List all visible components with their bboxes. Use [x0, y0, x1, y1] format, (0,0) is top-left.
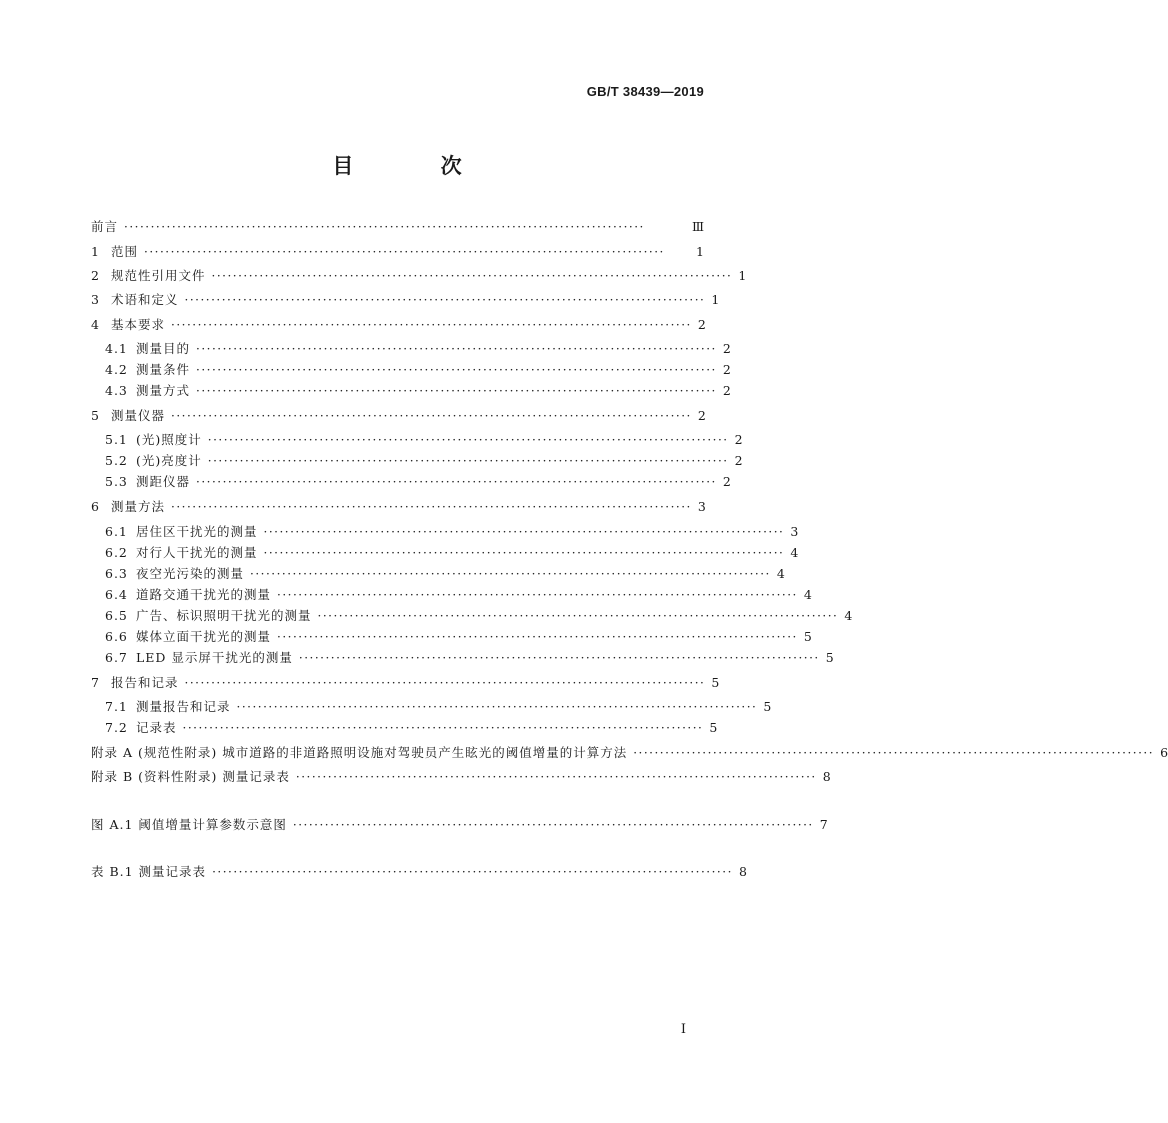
toc-entry-6-1[interactable]	[105, 520, 799, 540]
toc-entry-page: 8	[738, 864, 747, 879]
page-number: I	[680, 1022, 686, 1037]
toc-entry-number: 1	[91, 244, 100, 259]
toc-entry-page: Ⅲ	[691, 219, 704, 234]
toc-leader-dots: ··································································································	[171, 409, 692, 423]
toc-entry-4-1[interactable]	[105, 337, 731, 357]
toc-leader-dots: ··································································································	[292, 818, 814, 832]
toc-leader-dots: ··································································································	[196, 384, 717, 398]
toc-entry-6-3[interactable]	[105, 562, 785, 582]
toc-entry-number: 2	[91, 268, 100, 283]
toc-entry-number: 7.2	[105, 720, 128, 735]
toc-entry-number: 6.7	[105, 650, 128, 665]
toc-entry-6-5[interactable]	[105, 604, 853, 624]
toc-entry-number: 4.3	[105, 383, 128, 398]
toc-entry-4-3[interactable]	[105, 379, 731, 399]
toc-leader-dots: ··································································································	[211, 269, 733, 283]
toc-entry-text: 范围	[111, 244, 139, 259]
toc-leader-dots: ··································································································	[196, 363, 717, 377]
toc-entry-text: 图 A.1 阈值增量计算参数示意图	[91, 817, 287, 832]
toc-entry-text: 测量仪器	[111, 408, 166, 423]
toc-entry-appendix-b[interactable]	[91, 765, 831, 785]
toc-entry-page: 5	[825, 650, 834, 665]
toc-leader-dots: ··································································································	[171, 318, 692, 332]
toc-entry-number: 7	[91, 675, 100, 690]
toc-entry-number: 6.6	[105, 629, 128, 644]
toc-entry-text: 测量方式	[136, 383, 191, 398]
toc-entry-page: 3	[697, 499, 706, 514]
toc-entry-text: (光)亮度计	[136, 453, 202, 468]
toc-entry-text: 道路交通干扰光的测量	[136, 587, 272, 602]
toc-leader-dots: ··································································································	[171, 500, 692, 514]
toc-entry-text: 表 B.1 测量记录表	[91, 864, 207, 879]
toc-leader-dots: ··································································································	[277, 588, 798, 602]
toc-entry-page: 7	[819, 817, 828, 832]
toc-entry-text: 测量报告和记录	[136, 699, 231, 714]
toc-entry-page: 2	[722, 383, 731, 398]
toc-entry-text: 附录 A (规范性附录) 城市道路的非道路照明设施对驾驶员产生眩光的阈值增量的计算方法	[91, 745, 628, 760]
toc-entry-3[interactable]	[91, 288, 720, 308]
toc-leader-dots: ··································································································	[250, 567, 771, 581]
toc-entry-4[interactable]	[91, 313, 704, 333]
toc-leader-dots: ··································································································	[207, 433, 729, 447]
toc-leader-dots: ··································································································	[124, 220, 645, 234]
toc-leader-dots: ··································································································	[317, 609, 839, 623]
toc-entry-text: 基本要求	[111, 317, 166, 332]
toc-entry-page: 5	[763, 699, 772, 714]
toc-entry-text: 前言	[91, 219, 119, 234]
toc-entry-text: 测量条件	[136, 362, 191, 377]
toc-entry-page: 2	[734, 432, 743, 447]
toc-entry-text: 报告和记录	[111, 675, 179, 690]
toc-entry-text: 广告、标识照明干扰光的测量	[136, 608, 312, 623]
toc-entry-number: 6.3	[105, 566, 128, 581]
toc-entry-6-2[interactable]	[105, 541, 799, 561]
toc-entry-page: 2	[722, 474, 731, 489]
toc-entry-number: 6.1	[105, 524, 128, 539]
toc-entry-page: 5	[711, 675, 720, 690]
toc-entry-text: 媒体立面干扰光的测量	[136, 629, 272, 644]
toc-leader-dots: ··································································································	[182, 721, 704, 735]
toc-entry-text: (光)照度计	[136, 432, 202, 447]
toc-entry-page: 8	[822, 769, 831, 784]
toc-entry-appendix-a[interactable]	[91, 741, 1168, 761]
toc-entry-page: 6	[1160, 745, 1168, 760]
toc-entry-page: 2	[722, 341, 731, 356]
toc-entry-5[interactable]	[91, 404, 704, 424]
toc-entry-text: LED 显示屏干扰光的测量	[136, 650, 293, 665]
toc-leader-dots: ··································································································	[212, 865, 733, 879]
toc-entry-text: 居住区干扰光的测量	[136, 524, 258, 539]
toc-entry-page: 5	[709, 720, 718, 735]
toc-entry-figure-a1[interactable]	[91, 813, 828, 833]
toc-entry-page: 1	[696, 244, 704, 259]
toc-entry-7[interactable]	[91, 671, 720, 691]
toc-entry-1[interactable]	[91, 240, 704, 260]
toc-leader-dots: ··································································································	[184, 676, 706, 690]
toc-entry-page: 2	[734, 453, 743, 468]
toc-entry-number: 5.1	[105, 432, 128, 447]
toc-entry-number: 4.2	[105, 362, 128, 377]
toc-leader-dots: ··································································································	[144, 245, 665, 259]
toc-entry-page: 5	[803, 629, 812, 644]
toc-entry-page: 2	[697, 317, 706, 332]
toc-leader-dots: ··································································································	[196, 475, 717, 489]
toc-entry-text: 测量方法	[111, 499, 166, 514]
toc-entry-page: 4	[776, 566, 785, 581]
toc-entry-7-1[interactable]	[105, 695, 772, 715]
toc-entry-page: 4	[790, 545, 799, 560]
toc-leader-dots: ··································································································	[196, 342, 717, 356]
toc-entry-page: 2	[722, 362, 731, 377]
toc-entry-7-2[interactable]	[105, 716, 718, 736]
toc-entry-page: 1	[738, 268, 747, 283]
toc-entry-text: 测量目的	[136, 341, 191, 356]
toc-entry-table-b1[interactable]	[91, 860, 747, 880]
toc-entry-foreword[interactable]	[91, 215, 704, 235]
toc-entry-6-4[interactable]	[105, 583, 812, 603]
toc-entry-text: 记录表	[136, 720, 177, 735]
toc-entry-text: 测距仪器	[136, 474, 191, 489]
toc-entry-number: 4.1	[105, 341, 128, 356]
toc-entry-page: 2	[697, 408, 706, 423]
toc-entry-5-1[interactable]	[105, 428, 743, 448]
toc-entry-text: 术语和定义	[111, 292, 179, 307]
toc-entry-number: 6.4	[105, 587, 128, 602]
toc-leader-dots: ··································································································	[295, 770, 817, 784]
toc-leader-dots: ··································································································	[236, 700, 758, 714]
toc-entry-page: 3	[790, 524, 799, 539]
standard-code: GB/T 38439—2019	[586, 84, 704, 99]
toc-entry-5-3[interactable]	[105, 470, 731, 490]
toc-leader-dots: ··································································································	[633, 746, 1155, 760]
toc-entry-number: 6	[91, 499, 100, 514]
toc-leader-dots: ··································································································	[263, 525, 785, 539]
toc-entry-5-2[interactable]	[105, 449, 743, 469]
toc-entry-6[interactable]	[91, 495, 704, 515]
toc-leader-dots: ··································································································	[207, 454, 729, 468]
toc-entry-number: 7.1	[105, 699, 128, 714]
toc-entry-number: 5	[91, 408, 100, 423]
toc-leader-dots: ··································································································	[184, 293, 706, 307]
toc-entry-page: 4	[803, 587, 812, 602]
toc-leader-dots: ··································································································	[298, 651, 820, 665]
toc-leader-dots: ··································································································	[263, 546, 785, 560]
toc-entry-text: 规范性引用文件	[111, 268, 206, 283]
toc-entry-number: 6.5	[105, 608, 128, 623]
toc-entry-number: 5.3	[105, 474, 128, 489]
page-title: 目 次	[332, 153, 502, 178]
toc-entry-page: 4	[844, 608, 853, 623]
toc-entry-6-7[interactable]	[105, 646, 834, 666]
toc-entry-number: 3	[91, 292, 100, 307]
toc-entry-text: 对行人干扰光的测量	[136, 545, 258, 560]
toc-entry-number: 6.2	[105, 545, 128, 560]
toc-entry-number: 4	[91, 317, 100, 332]
toc-entry-4-2[interactable]	[105, 358, 731, 378]
toc-leader-dots: ··································································································	[277, 630, 798, 644]
toc-entry-text: 夜空光污染的测量	[136, 566, 245, 581]
toc-entry-text: 附录 B (资料性附录) 测量记录表	[91, 769, 290, 784]
toc-entry-page: 1	[711, 292, 720, 307]
toc-entry-2[interactable]	[91, 264, 747, 284]
toc-entry-6-6[interactable]	[105, 625, 812, 645]
toc-entry-number: 5.2	[105, 453, 128, 468]
